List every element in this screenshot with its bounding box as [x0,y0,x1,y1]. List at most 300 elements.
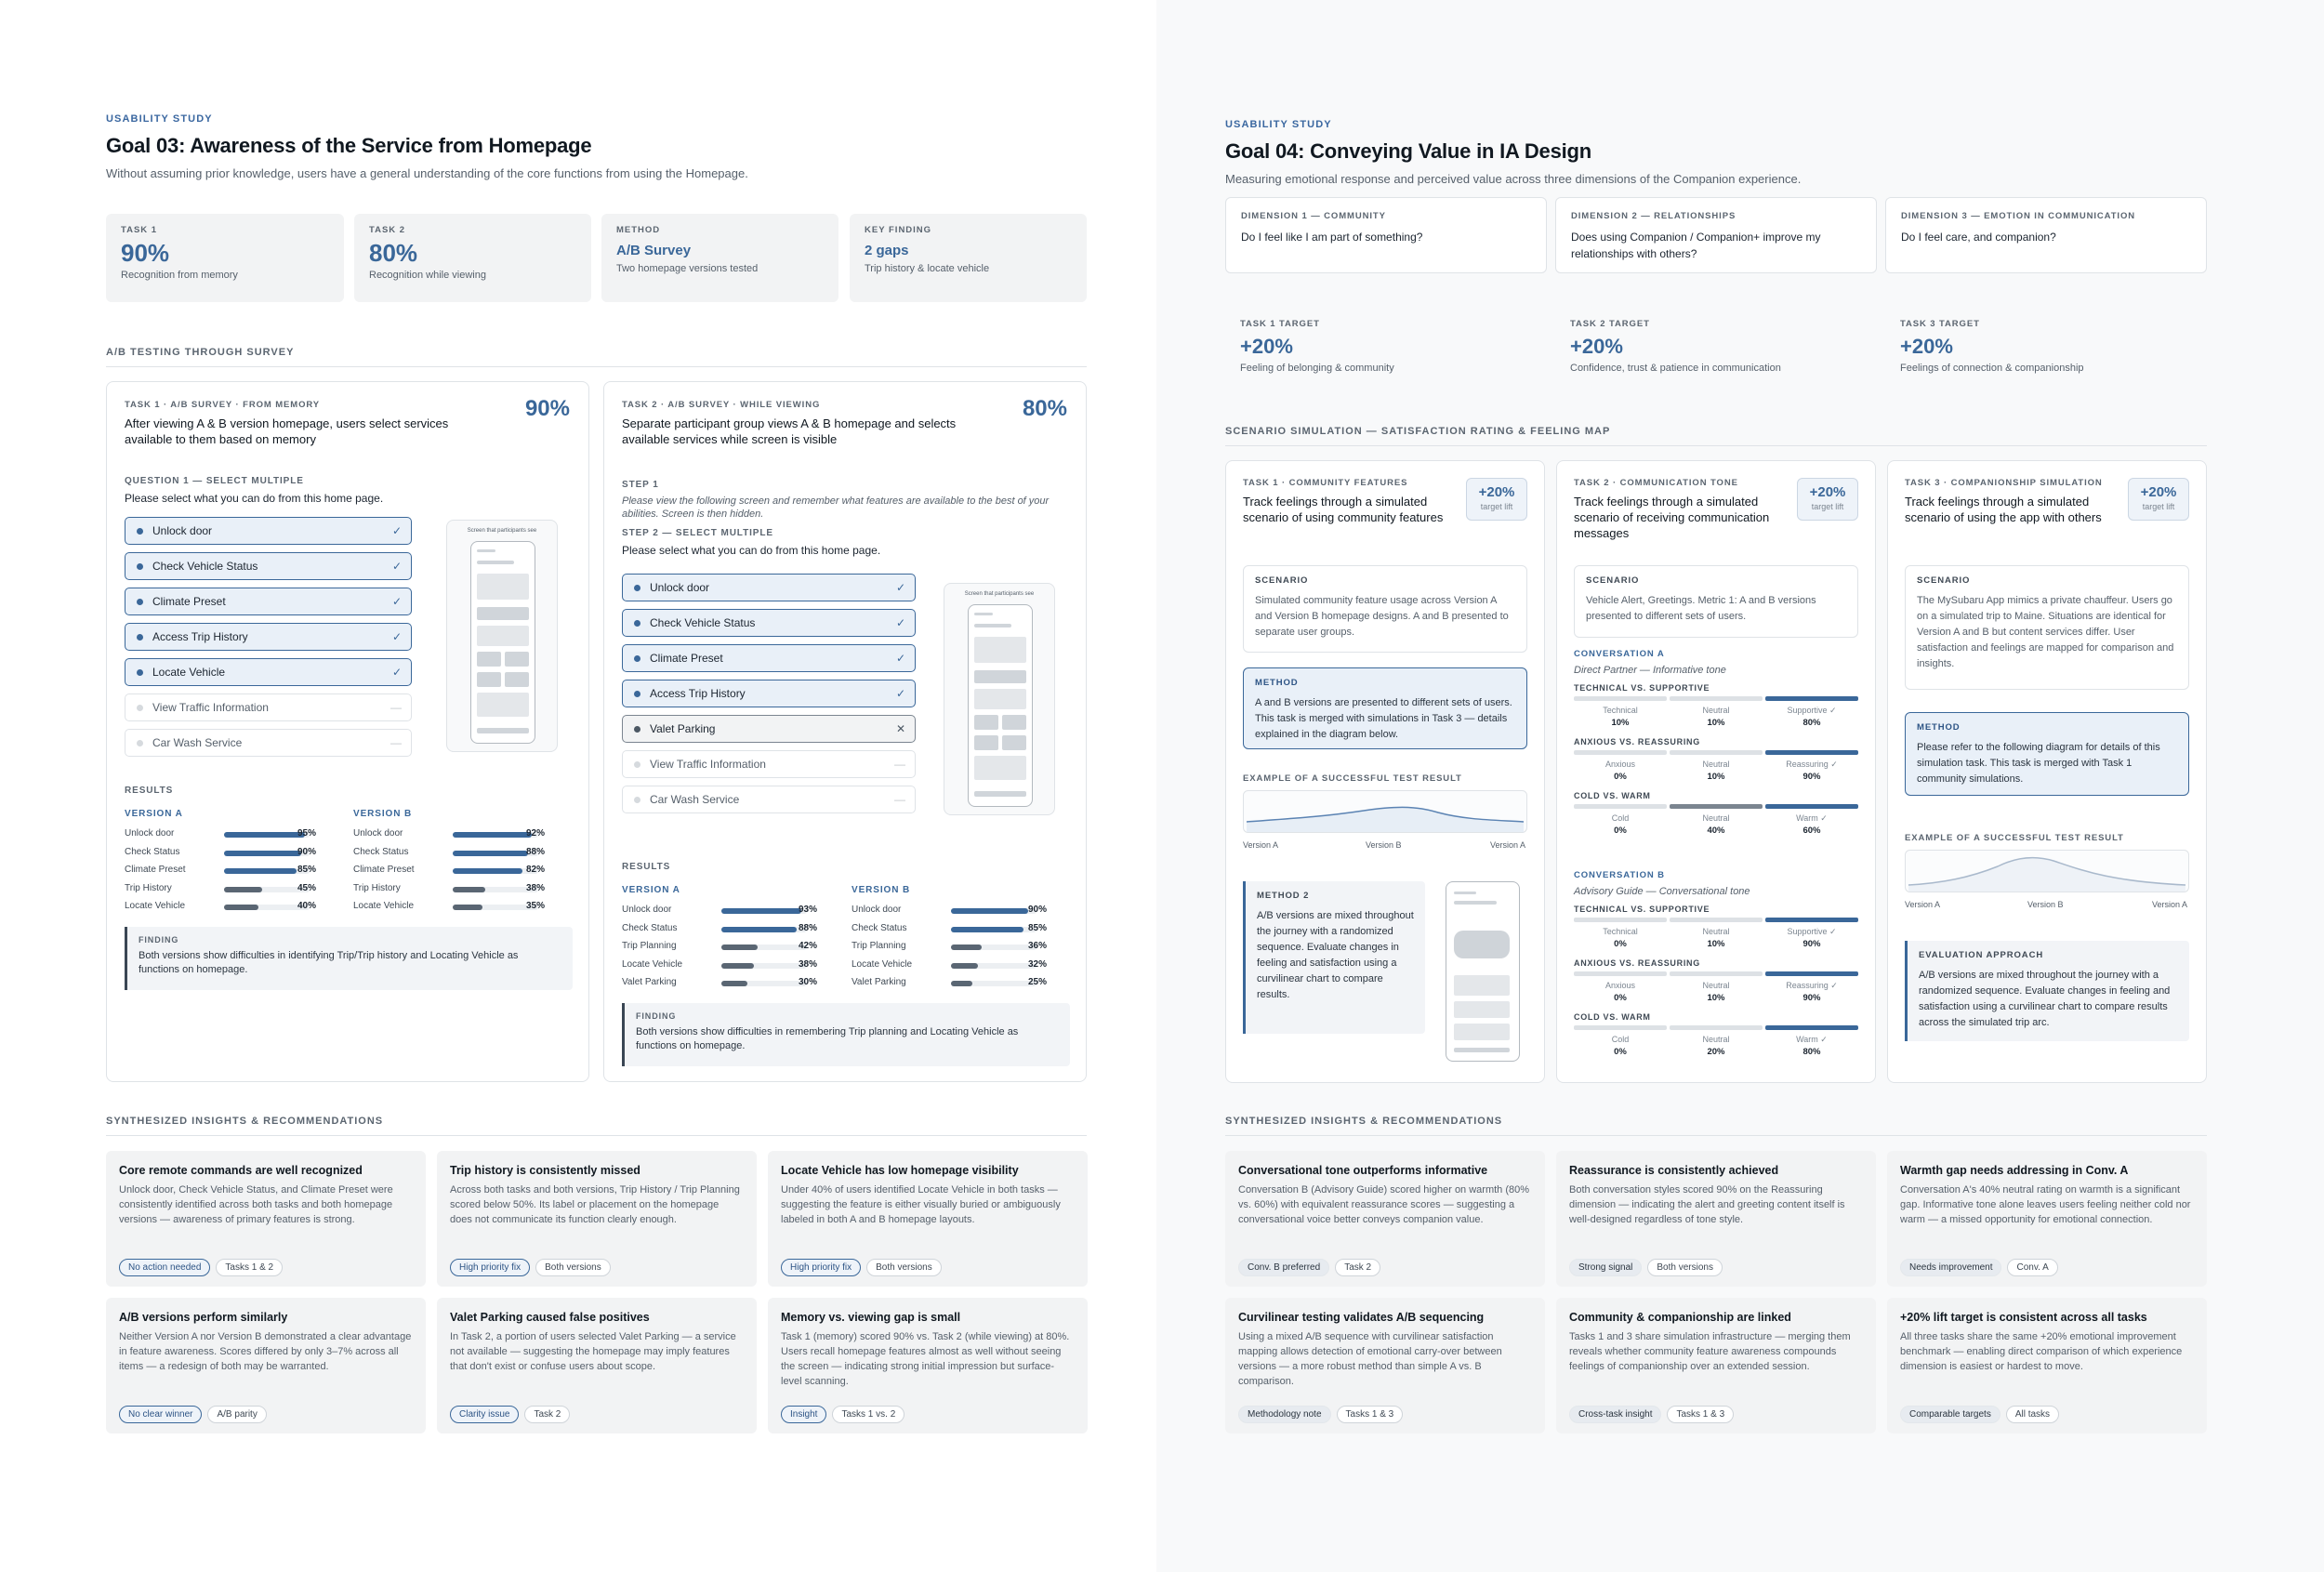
example-label: EXAMPLE OF A SUCCESSFUL TEST RESULT [1243,773,1462,784]
scenario-label: SCENARIO [1917,575,1971,586]
radio-dot-icon [634,761,640,768]
scale-option: Neutral [1702,927,1730,936]
divider [106,366,1087,367]
scenario-text: The MySubaru App mimics a private chauffeur. Users go on a simulated trip to Maine. Situations are identical for Version A and B but content services differ. User satisfaction and feelings are mapped for comparison and insights. [1917,595,2174,669]
target-label: TASK 1 TARGET [1240,319,1320,329]
dimension-question: Do I feel like I am part of something? [1241,231,1423,244]
target-value: +20% [1240,335,1293,358]
result-label: Trip History [353,882,401,893]
tag-chip: No action needed [119,1259,210,1276]
result-label: Unlock door [353,828,403,839]
insight-card [437,1298,757,1433]
conversation-label: CONVERSATION B [1574,870,1665,880]
insight-body: Conversation B (Advisory Guide) scored higher on warmth (80% vs. 60%) with equivalent reassurance scores — suggesting a conversational voice better conveys companion value. [1238,1184,1530,1225]
goal04-page [1156,0,2324,1572]
scale-segment [1670,750,1763,755]
dimension-question: Do I feel care, and companion? [1901,231,2056,244]
result-label: Unlock door [622,905,672,915]
check-icon: ✓ [895,687,905,700]
phone-block [974,670,1026,683]
phone-block [974,624,1011,627]
target-caption: Confidence, trust & patience in communication [1570,363,1781,374]
result-value: 90% [297,846,316,857]
scale-segment [1670,696,1763,701]
result-row [852,958,1075,976]
task1-finding [125,927,573,990]
result-bar [453,868,522,874]
stat-caption: Two homepage versions tested [616,263,759,274]
conversation-label: CONVERSATION A [1574,649,1665,659]
rating-scale [1574,1012,1858,1066]
sim-task3-panel [1887,460,2207,1083]
results-rows [353,826,573,918]
tag-chip: Task 2 [524,1406,570,1423]
conversation-subtitle: Direct Partner — Informative tone [1574,665,1726,676]
scale-value: 80% [1802,1047,1821,1057]
check-icon: ✓ [391,666,402,679]
stat-label: METHOD [616,225,661,235]
phone-block [1454,1001,1510,1018]
insight-tags [1900,1251,2064,1276]
section-scenario-simulation: SCENARIO SIMULATION — SATISFACTION RATING & FEELING MAP [1225,426,1611,437]
rating-scale [1574,791,1858,845]
result-bar [721,963,754,969]
method2-box [1243,881,1425,1034]
scale-segment [1574,804,1667,809]
insight-title: +20% lift target is consistent across all tasks [1900,1311,2147,1324]
dash-icon: — [390,701,402,714]
sim-task-label: TASK 3 · COMPANIONSHIP SIMULATION [1905,478,2103,488]
option-label: Climate Preset [650,652,723,665]
section-insights: SYNTHESIZED INSIGHTS & RECOMMENDATIONS [1225,1116,1503,1127]
scale-value: 90% [1802,939,1821,949]
rating-scale [1574,737,1858,791]
result-label: Climate Preset [125,865,186,876]
stat-label: TASK 1 [121,225,158,235]
divider [106,1135,1087,1136]
phone-block [505,672,529,687]
method-text: A and B versions are presented to different sets of users. This task is merged with simulations in Task 3 — details explained in the diagram below. [1255,697,1512,740]
stat-value: 2 gaps [865,243,909,258]
badge-caption: target lift [1811,502,1844,511]
radio-dot-icon [634,585,640,591]
result-bar [453,887,485,892]
stat-value: 80% [369,239,418,267]
insight-body: Across both tasks and both versions, Trip History / Trip Planning scored below 50%. Its label or placement on the homepage does not communicate its function clearly enough. [450,1184,740,1225]
radio-dot-icon [634,655,640,662]
scale-value: 10% [1707,718,1725,728]
radio-dot-icon [137,528,143,535]
scale-option: Cold [1611,1035,1630,1044]
wave-label-a2: Version A [2152,900,2188,909]
tag-chip: Needs improvement [1900,1259,2001,1276]
result-value: 40% [297,901,316,912]
rating-scale [1574,958,1858,1012]
result-row [353,899,573,918]
option-label: Valet Parking [650,722,716,735]
result-row [125,826,344,845]
result-bar [224,868,297,874]
result-label: Trip Planning [622,941,677,952]
insight-card [1887,1151,2207,1287]
option-label: Access Trip History [650,687,746,700]
task1-results-b [353,809,573,918]
scale-name: COLD VS. WARM [1574,791,1651,800]
satisfaction-curve-chart [1243,790,1527,833]
goal04-subtitle: Measuring emotional response and perceived value across three dimensions of the Companion experience. [1225,172,1802,186]
result-bar [951,981,972,986]
option-car-wash-service[interactable] [125,729,412,757]
result-value: 25% [1027,977,1047,988]
result-row [125,863,344,881]
check-icon: ✓ [391,524,402,537]
task2-results-b [852,885,1075,994]
result-bar [951,945,982,950]
result-row [353,826,573,845]
option-locate-vehicle[interactable] [125,658,412,686]
scale-option: Cold [1611,813,1630,823]
phone-block [1454,901,1497,905]
insight-body: In Task 2, a portion of users selected Valet Parking — a service not available — suggesting the homepage may imply features that don't exist or confuse users about scope. [450,1331,736,1372]
option-label: View Traffic Information [650,758,766,771]
result-label: Locate Vehicle [353,901,415,912]
example-label: EXAMPLE OF A SUCCESSFUL TEST RESULT [1905,833,2124,843]
insight-card [768,1151,1088,1287]
insight-tags [1569,1398,1739,1423]
dimension-question: Does using Companion / Companion+ improve my relationships with others? [1571,231,1821,260]
tag-chip: No clear winner [119,1406,202,1423]
dimension-emotion [1885,197,2207,273]
scale-segment [1765,918,1858,922]
section-insights: SYNTHESIZED INSIGHTS & RECOMMENDATIONS [106,1116,384,1127]
scale-name: TECHNICAL VS. SUPPORTIVE [1574,905,1710,914]
insight-card [106,1298,426,1433]
tag-chip: Tasks 1 vs. 2 [832,1406,905,1423]
option-label: Check Vehicle Status [152,560,258,573]
tag-chip: Clarity issue [450,1406,519,1423]
phone-block [477,652,501,667]
scale-option: Neutral [1702,706,1730,715]
scale-segment [1574,971,1667,976]
scale-name: ANXIOUS VS. REASSURING [1574,737,1700,746]
result-row [622,975,845,994]
option-unlock-door[interactable] [622,574,916,601]
result-bar [224,905,258,910]
task1-percent: 90% [524,396,570,421]
scenario-label: SCENARIO [1255,575,1309,586]
result-row [125,845,344,864]
badge-caption: target lift [1480,502,1513,511]
phone-block [974,715,998,730]
scale-option: Anxious [1604,981,1636,990]
insight-tags [119,1251,288,1276]
evaluation-text: A/B versions are mixed throughout the journey with a randomized sequence. Evaluate changes in feeling and satisfaction using a curvilinear chart to compare results across the simulated trip arc. [1919,970,2171,1028]
phone-block [477,607,529,620]
option-label: Car Wash Service [650,793,740,806]
insight-tags [1238,1398,1408,1423]
result-value: 82% [525,865,545,876]
dimension-label: DIMENSION 3 — EMOTION IN COMMUNICATION [1901,211,2135,221]
result-value: 88% [525,846,545,857]
scale-value: 90% [1802,772,1821,782]
option-unlock-door[interactable] [125,517,412,545]
tag-chip: Conv. A [2007,1259,2057,1276]
sim-task2-panel [1556,460,1876,1083]
scale-option: Neutral [1702,760,1730,769]
phone-block [974,613,993,615]
phone-block [974,735,998,750]
car-image [974,637,1026,663]
result-bar [721,927,797,932]
insight-title: Locate Vehicle has low homepage visibility [781,1164,1019,1177]
radio-dot-icon [634,797,640,803]
insight-card [1887,1298,2207,1433]
scale-value: 20% [1707,1047,1725,1057]
result-label: Trip Planning [852,941,906,952]
scale-value: 40% [1707,826,1725,836]
wave-label-b: Version B [2027,900,2064,909]
option-check-vehicle-status[interactable] [125,552,412,580]
result-value: 38% [798,958,817,970]
dimension-label: DIMENSION 1 — COMMUNITY [1241,211,1386,221]
insight-body: Conversation A's 40% neutral rating on warmth is a significant gap. Informative tone alone leaves users feeling neither cold nor warm — a missed opportunity for emotional connection. [1900,1184,2191,1225]
method-box [1243,667,1527,749]
insight-tags [1569,1251,1728,1276]
task1-results-a [125,809,344,918]
phone-mockup [1446,881,1520,1062]
phone-tabbar [1454,1048,1510,1052]
tag-chip: Both versions [866,1259,942,1276]
result-row [125,881,344,900]
version-b-label: VERSION B [852,885,911,895]
scale-segment [1574,750,1667,755]
stat-task2 [354,214,591,302]
scale-segment [1765,804,1858,809]
phone-caption: Screen that participants see [964,591,1035,597]
scale-value: 0% [1614,1047,1627,1057]
rating-scale [1574,905,1858,958]
scale-list [1574,905,1858,1066]
goal03-subtitle: Without assuming prior knowledge, users have a general understanding of the core functions from using the Homepage. [106,166,748,180]
phone-block [1002,715,1026,730]
option-view-traffic-information[interactable] [125,694,412,721]
option-label: Climate Preset [152,595,226,608]
target-caption: Feeling of belonging & community [1240,363,1394,374]
option-label: Locate Vehicle [152,666,226,679]
result-row [852,921,1075,940]
result-row [852,903,1075,921]
tag-chip: All tasks [2006,1406,2059,1423]
target-lift-badge [2128,478,2189,521]
dash-icon: — [390,736,402,749]
option-access-trip-history[interactable] [622,680,916,707]
insight-card [768,1298,1088,1433]
scale-option: Anxious [1604,760,1636,769]
option-label: Unlock door [650,581,710,594]
insight-tags [119,1398,272,1423]
scale-option: Reassuring ✓ [1786,981,1838,990]
option-access-trip-history[interactable] [125,623,412,651]
result-value: 85% [1027,922,1047,933]
goal04-title: Goal 04: Conveying Value in IA Design [1225,139,1591,163]
tag-chip: Both versions [535,1259,611,1276]
option-valet-parking[interactable] [622,715,916,743]
phone-block [974,689,1026,709]
sim-task-title: Track feelings through a simulated scenario of receiving communication messages [1574,495,1770,540]
tag-chip: Comparable targets [1900,1406,2000,1423]
method2-text: A/B versions are mixed throughout the journey with a randomized sequence. Evaluate changes in feeling and satisfaction using a curvilinear chart to compare results. [1257,910,1414,1000]
wave-label-a: Version A [1243,840,1279,850]
stat-caption: Recognition from memory [121,270,238,281]
evaluation-approach-box [1905,941,2189,1041]
task1-title: After viewing A & B version homepage, users select services available to them based on memory [125,416,449,446]
check-icon: ✓ [895,616,905,629]
option-view-traffic-information[interactable] [622,750,916,778]
option-car-wash-service[interactable] [622,786,916,813]
result-value: 42% [798,941,817,952]
scale-segment [1574,696,1667,701]
step1-label: STEP 1 [622,480,659,490]
phone-tabbar [477,728,529,733]
tag-chip: Tasks 1 & 3 [1337,1406,1404,1423]
conversation-subtitle: Advisory Guide — Conversational tone [1574,886,1750,897]
version-b-label: VERSION B [353,809,413,819]
phone-block [974,756,1026,780]
tag-chip: High priority fix [781,1259,861,1276]
question-label: QUESTION 1 — SELECT MULTIPLE [125,476,304,486]
result-value: 90% [1027,905,1047,915]
radio-dot-icon [137,705,143,711]
scale-segment [1670,971,1763,976]
radio-dot-icon [137,599,143,605]
dimension-community [1225,197,1547,273]
results-rows [852,903,1075,994]
result-label: Unlock door [125,828,175,839]
option-climate-preset[interactable] [622,644,916,672]
phone-block [1454,1024,1510,1040]
conversation-b [1574,870,1858,1066]
insight-tags [781,1398,910,1423]
option-check-vehicle-status[interactable] [622,609,916,637]
task1-options [125,517,412,764]
result-value: 32% [1027,958,1047,970]
task2-percent: 80% [1022,396,1067,421]
tag-chip: A/B parity [207,1406,266,1423]
goal03-title: Goal 03: Awareness of the Service from Homepage [106,134,592,157]
badge-caption: target lift [2142,502,2175,511]
scale-segment [1670,1025,1763,1030]
scale-option: Warm ✓ [1796,813,1828,823]
finding-text: Both versions show difficulties in identifying Trip/Trip history and Locating Vehicle as functions on homepage. [139,950,519,975]
car-image [477,574,529,600]
insight-body: Using a mixed A/B sequence with curvilinear satisfaction mapping allows detection of emotional carry-over between versions — a more robust method than simple A vs. B comparison. [1238,1331,1502,1387]
step1-text: Please view the following screen and remember what features are available to the best of your abilities. Screen is then hidden. [622,495,1050,520]
option-label: Access Trip History [152,630,248,643]
result-bar [453,905,482,910]
check-icon: ✓ [895,581,905,594]
scale-option: Supportive ✓ [1787,706,1837,715]
insight-title: Curvilinear testing validates A/B sequencing [1238,1311,1485,1324]
result-label: Check Status [125,846,180,857]
result-bar [224,887,262,892]
result-row [622,921,845,940]
tag-chip: Conv. B preferred [1238,1259,1329,1276]
scale-option: Supportive ✓ [1787,927,1837,936]
radio-dot-icon [634,726,640,733]
task2-options [622,574,916,821]
scenario-box [1243,565,1527,653]
tag-chip: Cross-task insight [1569,1406,1661,1423]
scenario-label: SCENARIO [1586,575,1640,586]
task1-panel [106,381,589,1082]
scale-option: Neutral [1702,1035,1730,1044]
result-label: Check Status [353,846,409,857]
result-row [353,863,573,881]
scale-value: 80% [1802,718,1821,728]
tag-chip: High priority fix [450,1259,530,1276]
insight-tags [1900,1398,2065,1423]
option-label: Unlock door [152,524,213,537]
result-label: Valet Parking [852,977,906,988]
insight-card [1556,1151,1876,1287]
dash-icon: — [894,758,905,771]
radio-dot-icon [137,563,143,570]
sim-task-title: Track feelings through a simulated scenario of using the app with others [1905,495,2102,524]
tag-chip: Both versions [1647,1259,1723,1276]
result-row [622,903,845,921]
option-climate-preset[interactable] [125,588,412,615]
result-row [125,899,344,918]
scale-value: 60% [1802,826,1821,836]
phone-screen [470,541,535,744]
phone-block [1002,735,1026,750]
finding-text: Both versions show difficulties in remembering Trip planning and Locating Vehicle as functions on homepage. [636,1026,1019,1051]
wave-label-a2: Version A [1490,840,1526,850]
goal04-eyebrow: USABILITY STUDY [1225,119,1332,130]
task2-finding [622,1003,1070,1066]
version-a-label: VERSION A [125,809,183,819]
insight-body: Both conversation styles scored 90% on the Reassuring dimension — indicating the alert and greeting content itself is well-designed regardless of tone style. [1569,1184,1845,1225]
phone-caption: Screen that participants see [467,528,537,534]
dimension-relationships [1555,197,1877,273]
result-label: Climate Preset [353,865,415,876]
badge-value: +20% [2140,484,2177,500]
result-value: 35% [525,901,545,912]
scale-segment [1765,1025,1858,1030]
radio-dot-icon [137,740,143,746]
target-task2 [1570,319,1781,374]
radio-dot-icon [137,669,143,676]
phone-block [1454,892,1476,894]
insight-title: Warmth gap needs addressing in Conv. A [1900,1164,2129,1177]
check-icon: ✓ [391,560,402,573]
stat-method [601,214,838,302]
divider [1225,445,2207,446]
stat-label: TASK 2 [369,225,406,235]
result-value: 36% [1027,941,1047,952]
phone-screen [968,604,1033,807]
scenario-text: Simulated community feature usage across Version A and Version B homepage designs. A and B presented to separate user groups. [1255,595,1509,638]
insight-tags [450,1398,575,1423]
result-label: Check Status [852,922,907,933]
scale-option: Neutral [1702,981,1730,990]
scale-option: Neutral [1702,813,1730,823]
scale-option: Warm ✓ [1796,1035,1828,1044]
stat-value: A/B Survey [616,243,692,258]
stat-caption: Recognition while viewing [369,270,486,281]
result-row [622,939,845,958]
insight-title: Reassurance is consistently achieved [1569,1164,1779,1177]
